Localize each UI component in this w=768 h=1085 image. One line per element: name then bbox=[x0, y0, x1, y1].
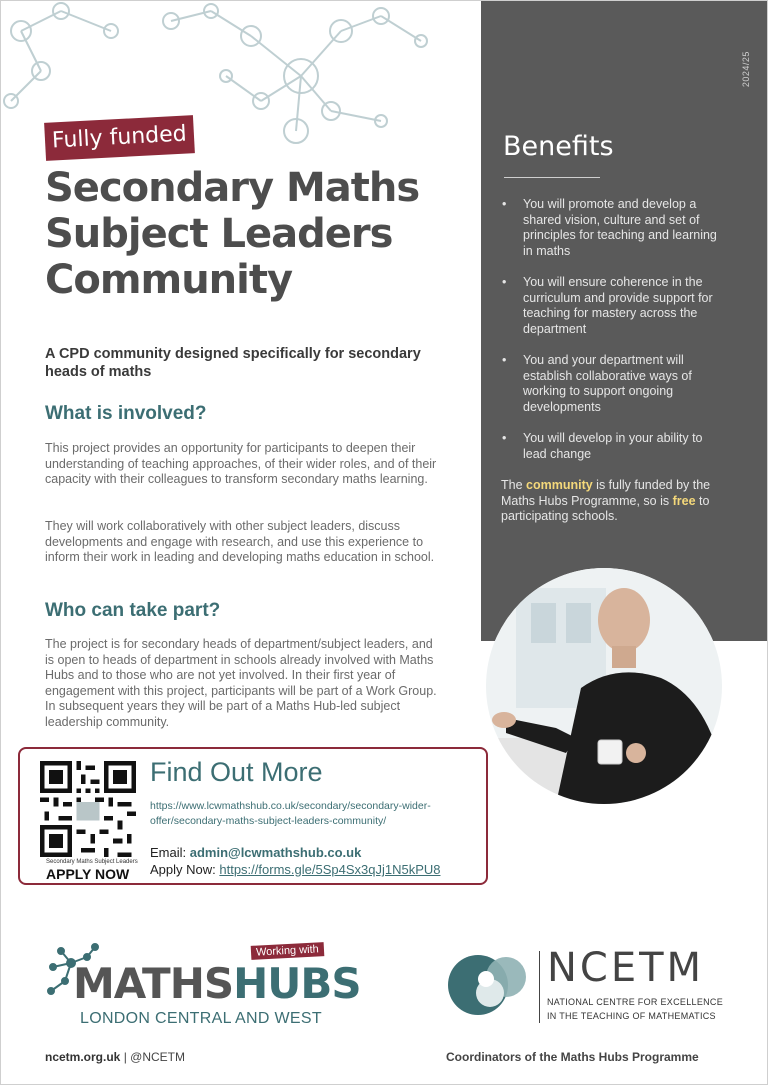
ncetm-divider bbox=[539, 951, 540, 1023]
hubs-word: HUBS bbox=[233, 959, 361, 1008]
benefits-list bbox=[501, 197, 723, 478]
funding-note-post: to participating schools. bbox=[501, 493, 710, 523]
hub-region: LONDON CENTRAL AND WEST bbox=[80, 1010, 322, 1027]
find-out-more-title: Find Out More bbox=[150, 757, 323, 787]
benefits-divider bbox=[504, 177, 600, 178]
benefit-item: • You and your department will establish collaborative ways of working to support ongoing developments bbox=[501, 353, 723, 415]
qr-apply-label: APPLY NOW bbox=[46, 866, 130, 882]
benefit-item: • You will develop in your ability to lead change bbox=[501, 431, 723, 462]
benefit-item: • You will promote and develop a shared vision, culture and set of principles for teaching and learning in maths bbox=[501, 197, 723, 259]
email-link[interactable]: admin@lcwmathshub.co.uk bbox=[189, 845, 362, 860]
year-label: 2024/25 bbox=[741, 51, 751, 88]
community-highlight: community bbox=[526, 478, 593, 492]
funding-note-pre: The bbox=[501, 478, 527, 492]
section-heading-who: Who can take part? bbox=[45, 600, 221, 621]
ncetm-site-link[interactable]: ncetm.org.uk bbox=[45, 1050, 121, 1064]
ncetm-mark-icon bbox=[446, 949, 530, 1021]
find-out-more-box bbox=[18, 747, 488, 885]
teacher-photo bbox=[486, 568, 722, 804]
ncetm-tagline-1: NATIONAL CENTRE FOR EXCELLENCE bbox=[547, 997, 724, 1007]
benefit-item: • You will ensure coherence in the curriculum and provide support for teaching for mastery across the department bbox=[501, 275, 723, 337]
email-line bbox=[150, 845, 361, 860]
qr-code[interactable] bbox=[40, 761, 136, 857]
ncetm-wordmark: NCETM bbox=[547, 945, 705, 991]
free-highlight: free bbox=[672, 493, 696, 508]
benefits-sidebar bbox=[481, 1, 767, 641]
footer-links bbox=[45, 1050, 185, 1064]
section-heading-involved: What is involved? bbox=[45, 403, 207, 424]
who-paragraph: The project is for secondary heads of department/subject leaders, and is open to heads of department in schools already involved with Maths Hubs and to those who are not yet involved. In their first year of engagement with this project, participants will be part of a Work Group. In subsequent years they will be part of a Maths Hub-led subject leadership community. bbox=[45, 637, 437, 729]
funding-note bbox=[501, 478, 731, 525]
maths-hubs-wordmark bbox=[73, 959, 361, 1008]
apply-line bbox=[150, 862, 440, 877]
fully-funded-badge: Fully funded bbox=[44, 115, 195, 161]
involved-paragraph-2: They will work collaboratively with other subject leaders, discuss developments and engage with research, and use this experience to inform their work in leading and developing maths education in school. bbox=[45, 519, 435, 564]
ncetm-handle-link[interactable]: @NCETM bbox=[130, 1050, 185, 1064]
apply-link[interactable]: https://forms.gle/5Sp4Sx3qJj1N5kPU8 bbox=[219, 862, 441, 877]
page-title: Secondary Maths Subject Leaders Community bbox=[45, 165, 420, 303]
apply-label: Apply Now: bbox=[150, 862, 220, 877]
benefits-title: Benefits bbox=[503, 131, 614, 162]
coordinators-note: Coordinators of the Maths Hubs Programme bbox=[446, 1050, 699, 1064]
involved-paragraph-1: This project provides an opportunity for participants to deepen their understanding of teaching approaches, of their wider roles, and of their capacity with their colleagues to transform secondary maths learning. bbox=[45, 441, 437, 486]
qr-caption: Secondary Maths Subject Leaders bbox=[46, 859, 138, 865]
email-label: Email: bbox=[150, 845, 190, 860]
page-subtitle: A CPD community designed specifically for secondary heads of maths bbox=[45, 346, 421, 380]
working-with-badge: Working with bbox=[251, 942, 324, 960]
footer-separator: | bbox=[120, 1050, 131, 1064]
community-url-link[interactable]: https://www.lcwmathshub.co.uk/secondary/secondary-wider-offer/secondary-maths-subject-leaders-community/ bbox=[150, 800, 431, 827]
ncetm-tagline-2: IN THE TEACHING OF MATHEMATICS bbox=[547, 1011, 716, 1021]
maths-word: MATHS bbox=[73, 959, 234, 1008]
funding-note-mid: is fully funded by the Maths Hubs Programme, so is bbox=[501, 478, 711, 508]
